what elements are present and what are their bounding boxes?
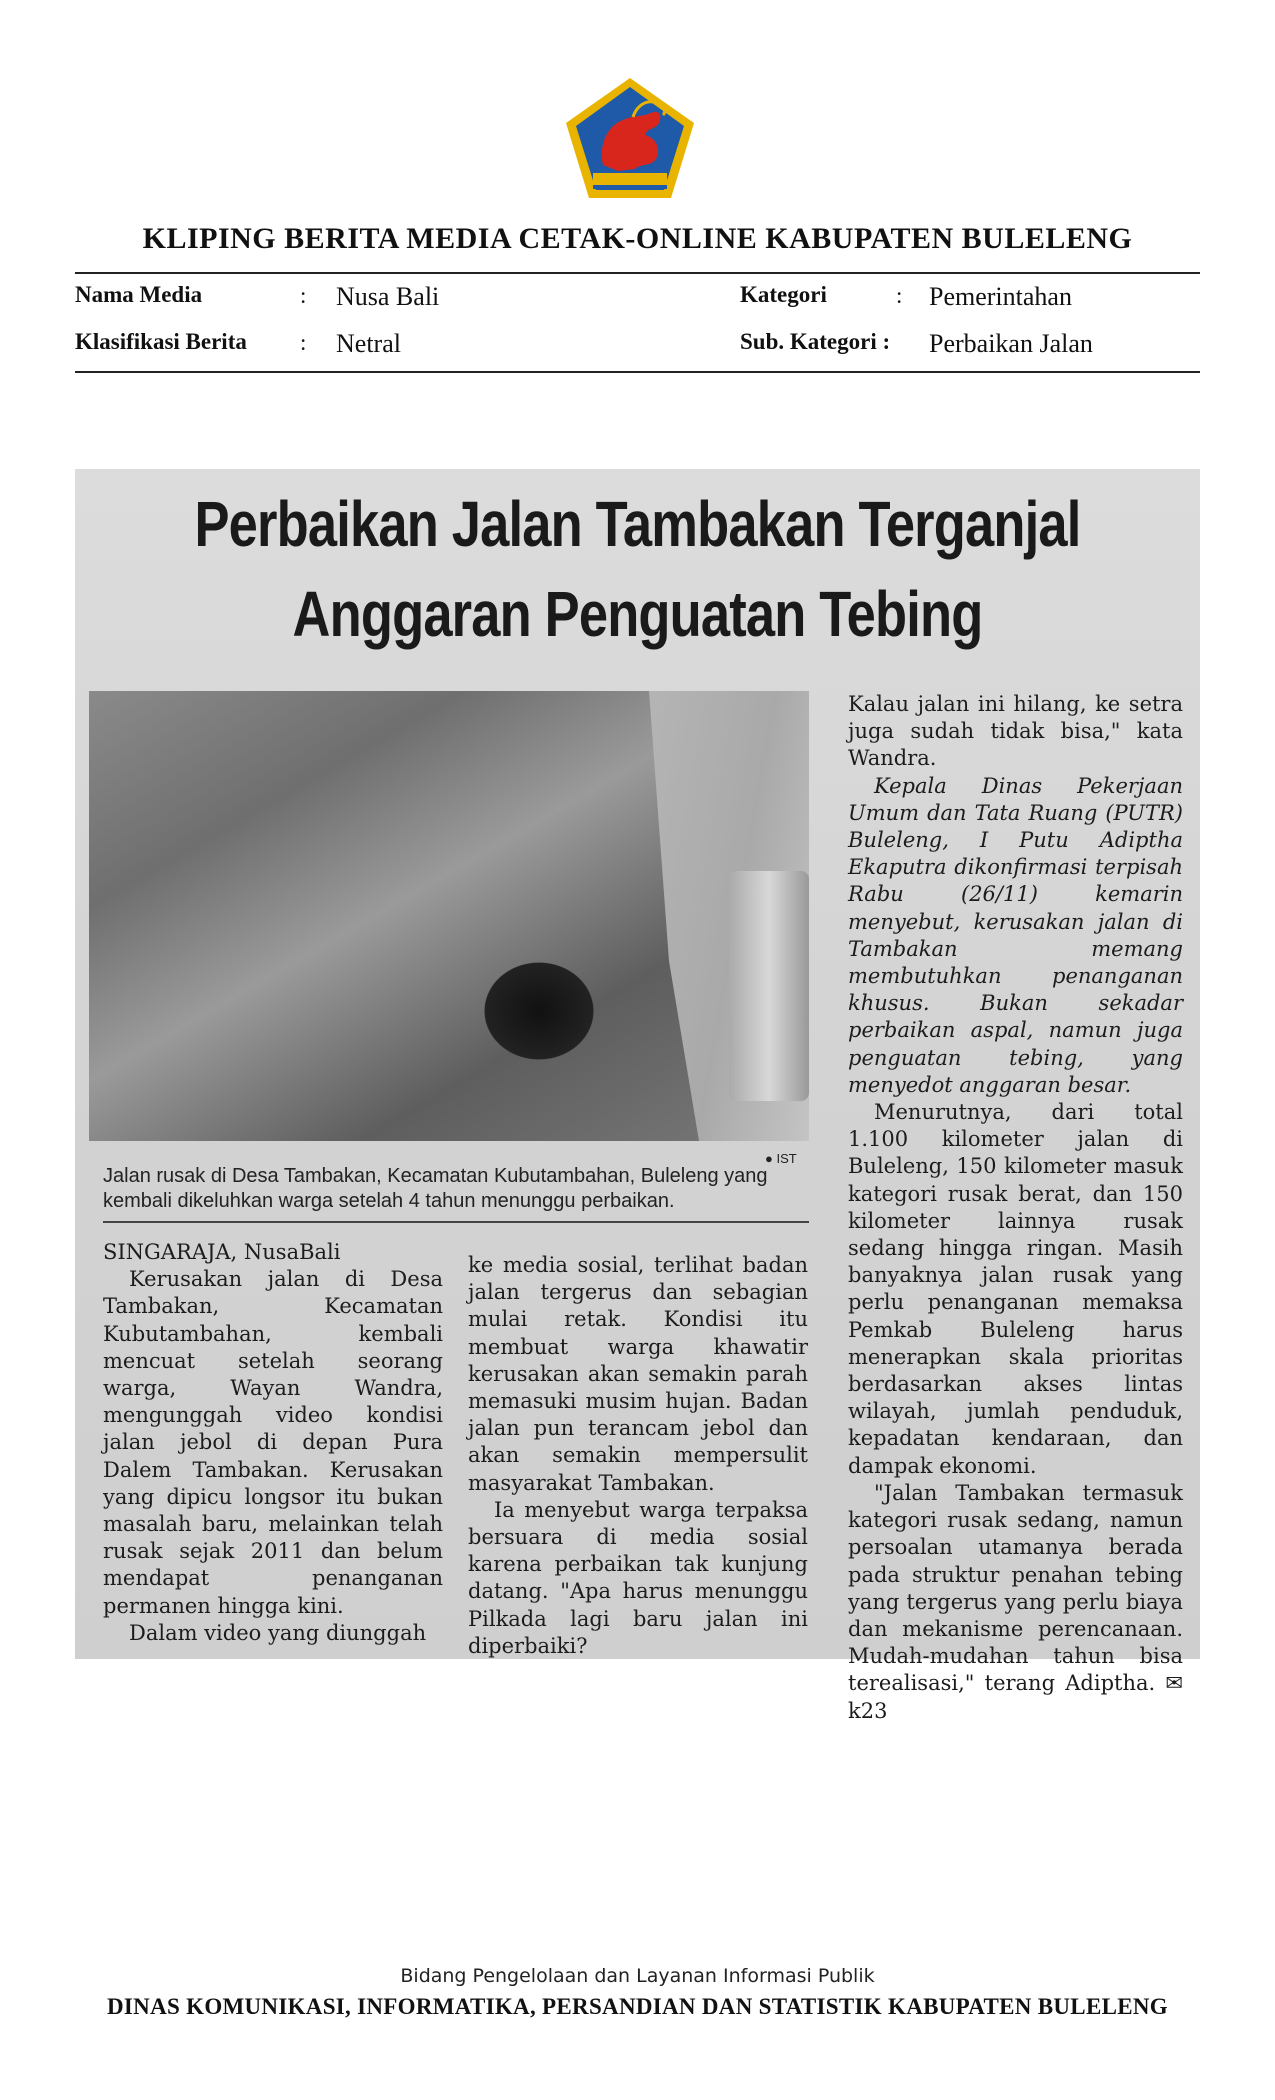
article-column-2 <box>468 1252 808 1660</box>
newspaper-clipping <box>75 469 1200 1723</box>
sub-kategori-label: Sub. Kategori : <box>740 329 891 354</box>
klasifikasi-value: Netral <box>336 329 401 358</box>
colon: : <box>300 283 307 308</box>
meta-rule <box>75 371 1200 373</box>
paragraph: Menurutnya, dari total 1.100 kilometer jalan di Buleleng, 150 kilometer masuk kategori rusak berat, dan 150 kilometer lainnya rusak sedang hingga ringan. Masih banyaknya jalan rusak yang perlu penanganan memaksa Pemkab Buleleng harus menerapkan skala prioritas berdasarkan akses lintas wilayah, jumlah penduduk, kepadatan kendaraan, dan dampak ekonomi. <box>848 1100 1183 1478</box>
paragraph: Ia menyebut warga terpaksa bersuara di media sosial karena perbaikan tak kunjung datang. "Apa harus menunggu Pilkada lagi baru jalan ini diperbaiki? <box>468 1497 808 1658</box>
colon: : <box>896 283 903 308</box>
caption-rule <box>103 1221 809 1223</box>
header-rule <box>75 272 1200 274</box>
paragraph: Kalau jalan ini hilang, ke setra juga sudah tidak bisa," kata Wandra. <box>848 692 1183 771</box>
headline-line-1: Perbaikan Jalan Tambakan Terganjal <box>194 488 1081 560</box>
paragraph: Kepala Dinas Pekerjaan Umum dan Tata Ruang (PUTR) Buleleng, I Putu Adiptha Ekaputra dikonfirmasi terpisah Rabu (26/11) kemarin menyebut, kerusakan jalan di Tambakan memang membutuhkan penanganan khusus. Bukan sekadar perbaikan aspal, namun juga penguatan tebing, yang menyedot anggaran besar. <box>848 773 1183 1097</box>
barrier-shape <box>729 871 809 1101</box>
nama-media-label: Nama Media <box>75 282 203 307</box>
article-photo <box>89 691 809 1141</box>
article-column-1 <box>103 1239 443 1647</box>
kategori-value: Pemerintahan <box>929 282 1072 311</box>
photo-caption: Jalan rusak di Desa Tambakan, Kecamatan Kubutambahan, Buleleng yang kembali dikeluhkan warga setelah 4 tahun menunggu perbaikan. <box>103 1165 768 1212</box>
kabupaten-logo <box>563 75 697 201</box>
footer-agency: DINAS KOMUNIKASI, INFORMATIKA, PERSANDIAN DAN STATISTIK KABUPATEN BULELENG <box>107 1994 1168 2019</box>
kategori-label: Kategori <box>740 282 827 307</box>
photo-credit: ● IST <box>765 1151 797 1166</box>
headline-line-2: Anggaran Penguatan Tebing <box>292 578 983 650</box>
paragraph: "Jalan Tambakan termasuk kategori rusak sedang, namun persoalan utamanya berada pada struktur penahan tebing yang tergerus yang perlu biaya dan mekanisme perencanaan. Mudah-mudahan tahun bisa terealisasi," terang Adiptha. ✉ k23 <box>848 1480 1183 1723</box>
dateline: SINGARAJA, NusaBali <box>103 1240 341 1264</box>
klasifikasi-label: Klasifikasi Berita <box>75 329 247 354</box>
article-column-3 <box>848 691 1183 1725</box>
nama-media-value: Nusa Bali <box>336 282 440 311</box>
paragraph: Kerusakan jalan di Desa Tambakan, Kecamatan Kubutambahan, kembali mencuat setelah seorang warga, Wayan Wandra, mengunggah video kondisi jalan jebol di depan Pura Dalem Tambakan. Kerusakan yang dipicu longsor itu bukan masalah baru, melainkan telah rusak sejak 2011 dan belum mendapat penanganan permanen hingga kini. <box>103 1267 443 1618</box>
document-title: KLIPING BERITA MEDIA CETAK-ONLINE KABUPATEN BULELENG <box>142 222 1133 255</box>
paragraph: Dalam video yang diunggah <box>129 1620 427 1645</box>
colon: : <box>300 330 307 355</box>
footer-department: Bidang Pengelolaan dan Layanan Informasi Publik <box>400 1965 875 1987</box>
sub-kategori-value: Perbaikan Jalan <box>929 329 1093 358</box>
paragraph: ke media sosial, terlihat badan jalan tergerus dan sebagian mulai retak. Kondisi itu membuat warga khawatir kerusakan akan semakin parah memasuki musim hujan. Badan jalan pun terancam jebol dan akan semakin mempersulit masyarakat Tambakan. <box>468 1253 808 1495</box>
